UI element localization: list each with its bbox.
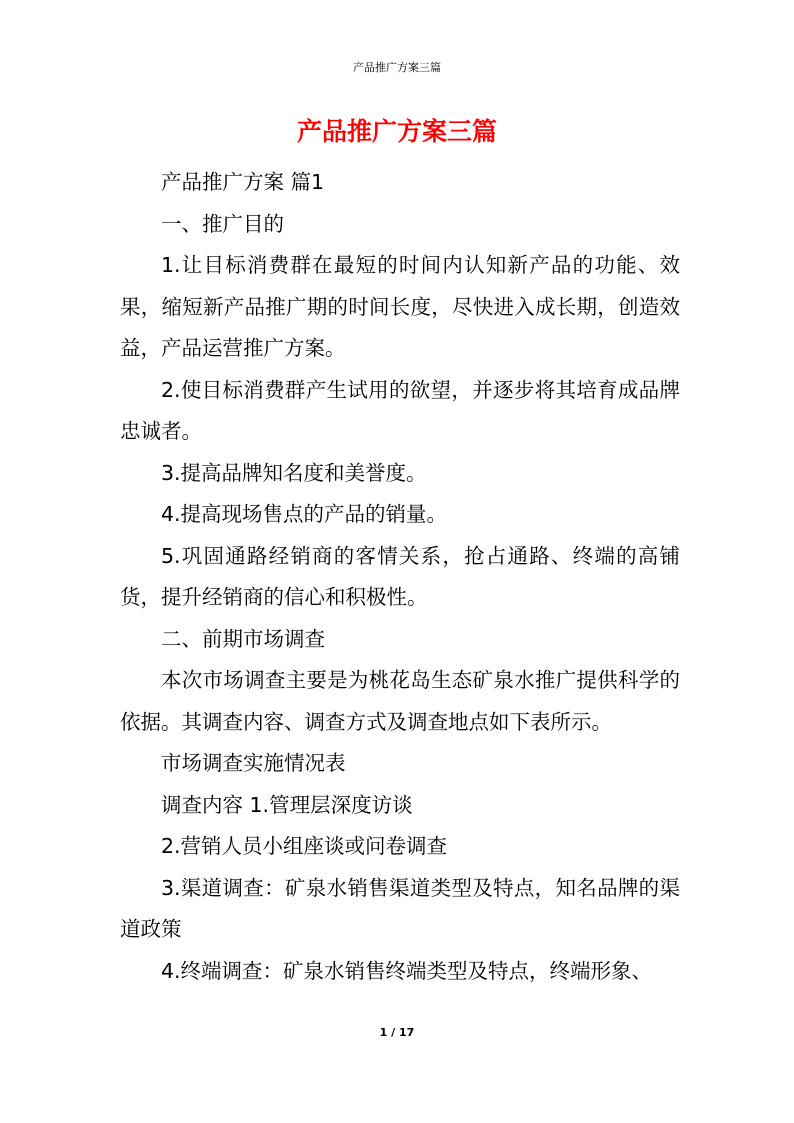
document-body xyxy=(120,162,680,992)
paragraph: 3.提高品牌知名度和美誉度。 xyxy=(161,460,427,485)
subsection-heading: 二、前期市场调查 xyxy=(161,626,325,651)
paragraph: 1.让目标消费群在最短的时间内认知新产品的功能、效果，缩短新产品推广期的时间长度，尽快进入成长期，创造效益，产品运营推广方案。 xyxy=(120,253,680,360)
paragraph: 2.使目标消费群产生试用的欲望，并逐步将其培育成品牌忠诚者。 xyxy=(120,377,680,443)
running-header: 产品推广方案三篇 xyxy=(353,61,441,74)
paragraph: 5.巩固通路经销商的客情关系，抢占通路、终端的高铺货，提升经销商的信心和积极性。 xyxy=(120,543,680,609)
paragraph: 4.提高现场售点的产品的销量。 xyxy=(161,502,448,526)
paragraph: 调查内容 1.管理层深度访谈 xyxy=(161,792,413,817)
paragraph: 4.终端调查：矿泉水销售终端类型及特点，终端形象、 xyxy=(161,958,653,983)
paragraph: 2.营销人员小组座谈或问卷调查 xyxy=(161,834,448,858)
section-heading: 产品推广方案 篇1 xyxy=(161,170,325,194)
document-title: 产品推广方案三篇 xyxy=(296,117,497,146)
paragraph: 3.渠道调查：矿泉水销售渠道类型及特点，知名品牌的渠道政策 xyxy=(120,875,680,941)
subsection-heading: 一、推广目的 xyxy=(161,211,284,236)
paragraph: 市场调查实施情况表 xyxy=(161,751,346,775)
page-number: 1 / 17 xyxy=(379,1026,415,1039)
paragraph: 本次市场调查主要是为桃花岛生态矿泉水推广提供科学的依据。其调查内容、调查方式及调查地点如下表所示。 xyxy=(120,668,680,734)
